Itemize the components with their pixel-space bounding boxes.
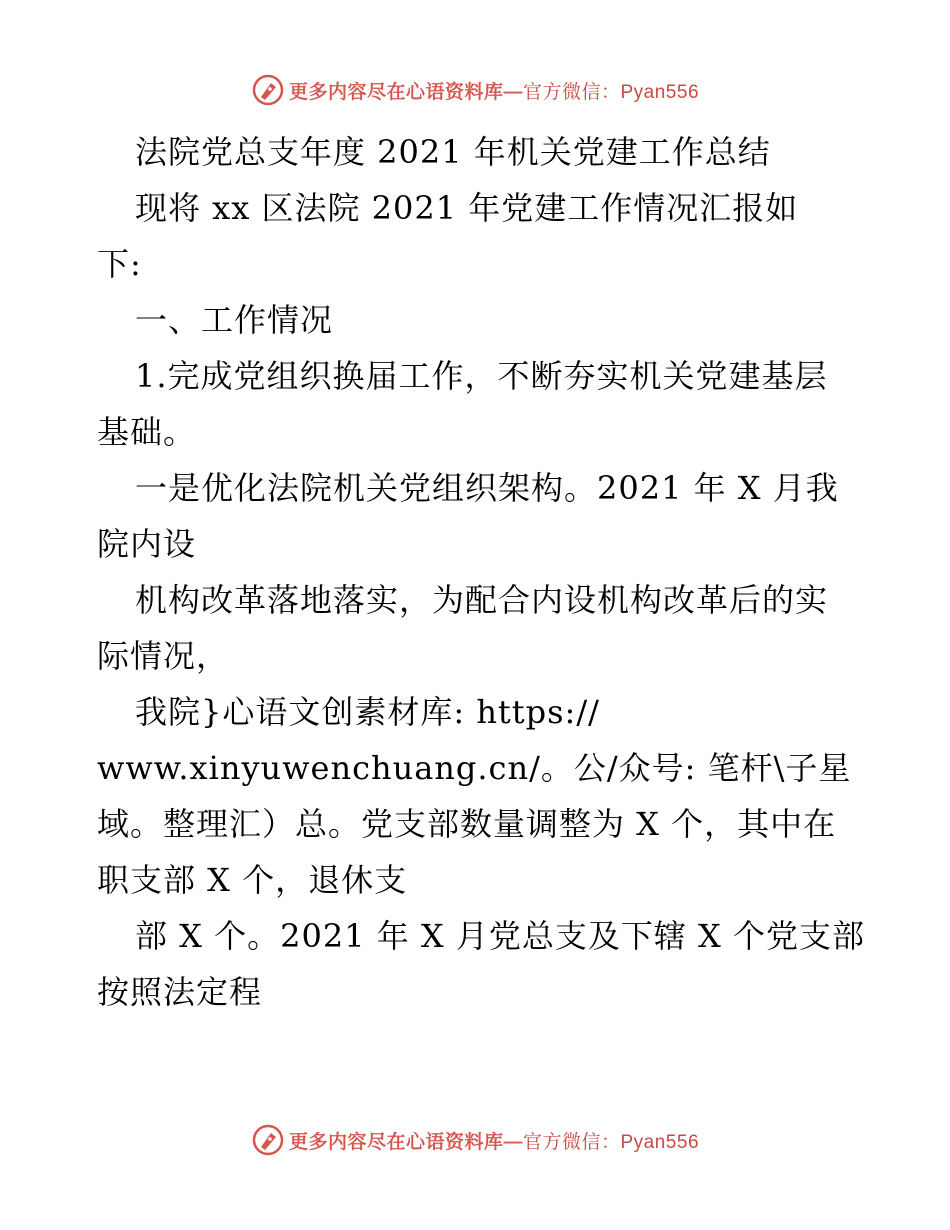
document-line: 机构改革落地落实，为配合内设机构改革后的实 xyxy=(135,581,829,619)
document-line: 际情况， xyxy=(97,637,230,675)
document-line: 部 X 个。2021 年 X 月党总支及下辖 X 个党支部 xyxy=(135,917,865,955)
document-line: 一、工作情况 xyxy=(135,301,334,339)
document-line: 职支部 X 个，退休支 xyxy=(97,861,408,899)
pen-nib-icon xyxy=(251,1123,285,1157)
document-line: 1.完成党组织换届工作，不断夯实机关党建基层 xyxy=(135,357,828,395)
watermark-site-text: 更多内容尽在心语资料库 xyxy=(288,1131,504,1153)
header-watermark xyxy=(0,70,950,110)
document-line: 一是优化法院机关党组织架构。2021 年 X 月我 xyxy=(135,469,839,507)
watermark-dash: — xyxy=(503,81,523,103)
watermark-wechat-label: 官方微信： xyxy=(522,1131,621,1153)
document-line: 我院}心语文创素材库: https:// xyxy=(135,693,600,731)
document-line: 基础。 xyxy=(97,413,197,451)
document-line: 现将 xx 区法院 2021 年党建工作情况汇报如 xyxy=(135,189,799,227)
document-line: 域。整理汇）总。党支部数量调整为 X 个，其中在 xyxy=(97,805,837,843)
document-line: 按照法定程 xyxy=(97,973,263,1011)
document-line: 下: xyxy=(97,245,142,283)
watermark-site-text: 更多内容尽在心语资料库 xyxy=(288,81,504,103)
document-line: 法院党总支年度 2021 年机关党建工作总结 xyxy=(135,133,771,171)
footer-watermark xyxy=(0,1120,950,1160)
watermark-wechat-id: Pyan556 xyxy=(620,1131,700,1153)
watermark-wechat-label: 官方微信： xyxy=(522,81,621,103)
document-body xyxy=(97,124,867,1020)
watermark-wechat-id: Pyan556 xyxy=(620,81,700,103)
watermark-dash: — xyxy=(503,1131,523,1153)
document-line: www.xinyuwenchuang.cn/。公/众号: 笔杆\子星 xyxy=(97,749,852,787)
document-line: 院内设 xyxy=(97,525,197,563)
pen-nib-icon xyxy=(251,73,285,107)
